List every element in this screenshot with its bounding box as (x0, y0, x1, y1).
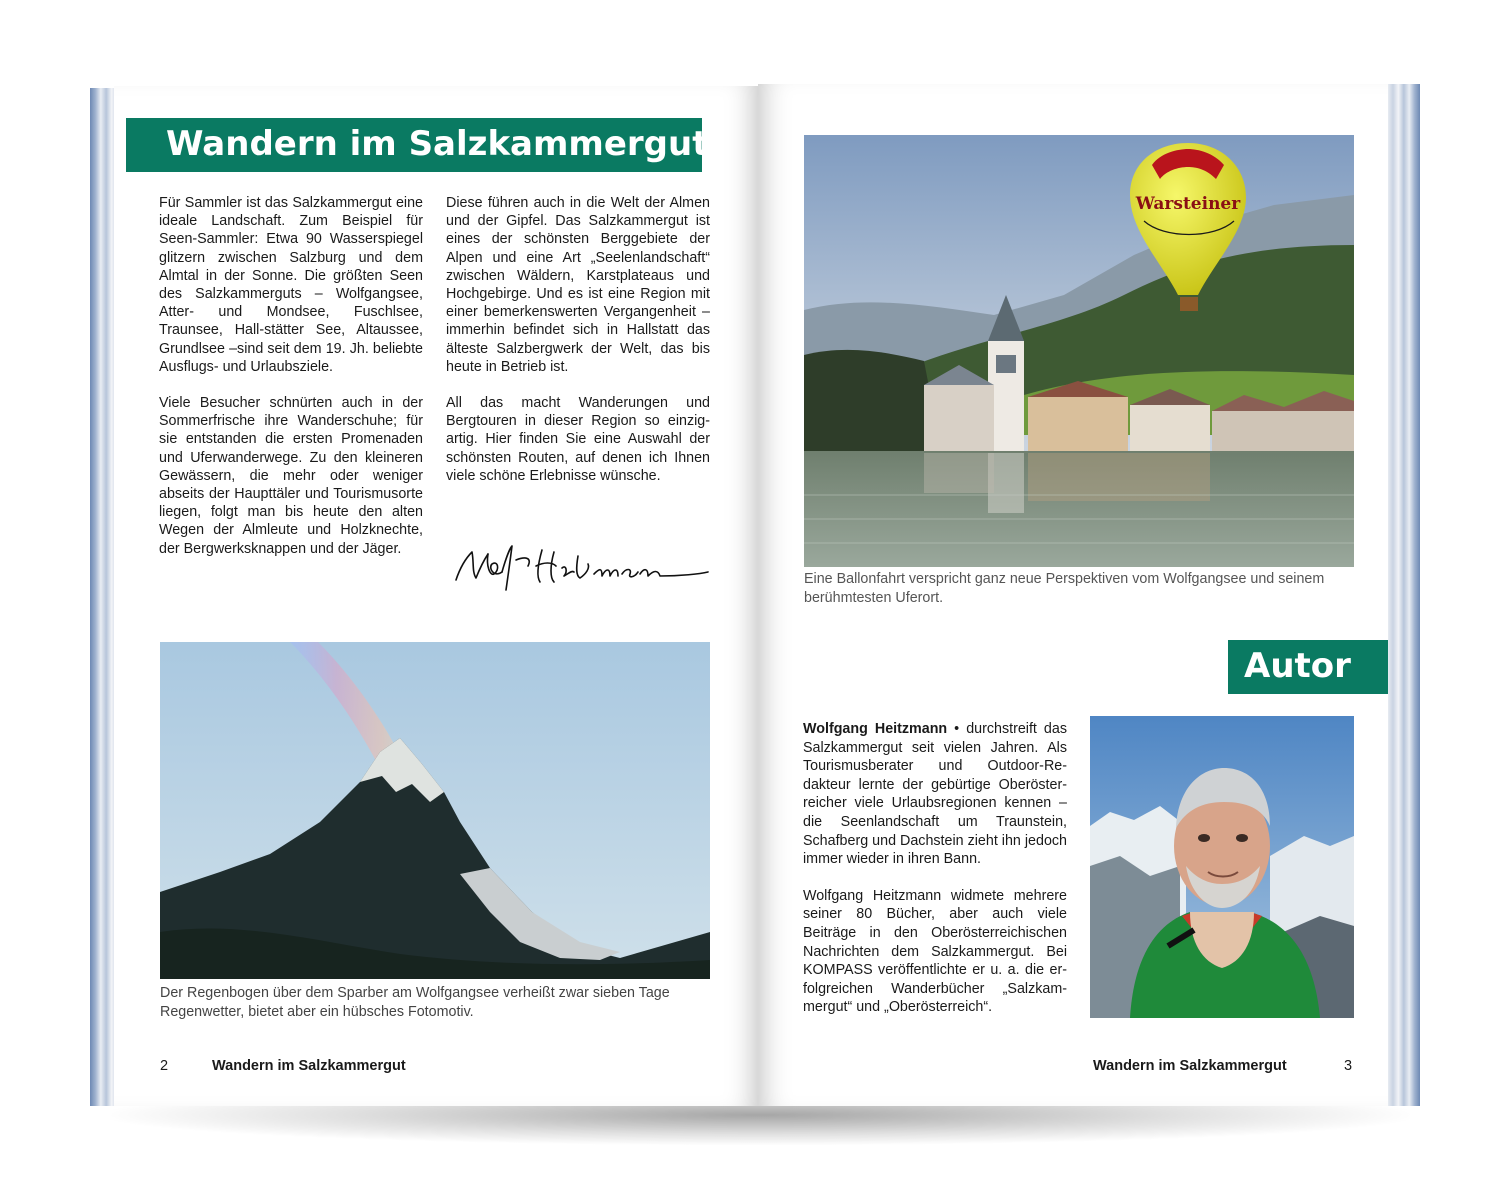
chapter-heading-bar (126, 118, 709, 172)
paragraph: Viele Besucher schnürten auch in der Sommerfrische ihre Wanderschuhe; für sie entstanden die ersten Promenaden und Uferwanderwege. Zu den kleineren Gewässern, die mehr oder weniger abseits der Haupttäler und Tourismusorte liegen, folgt man bis heute den alten Wegen der Almleute und Holzknechte, der Bergwerksknappen und der Jäger. (159, 395, 423, 557)
right-page (758, 84, 1388, 1106)
page-number: 2 (160, 1058, 169, 1074)
author-heading-bar (1228, 640, 1388, 694)
page-number: 3 (1344, 1058, 1353, 1074)
author-heading: Autor (1244, 646, 1351, 686)
paragraph: Für Sammler ist das Salzkammergut eine ideale Landschaft. Zum Beispiel für Seen-Sammler: Etwa 90 Wasserspiegel glitzern zwischen Salzburg und dem Almtal in der Sonne. Die größten Seen des Salzkammerguts – Wolfgangsee, Atter- und Mondsee, Fuschlsee, Traunsee, Hall-stätter See, Altaussee, Grundlsee –sind seit dem 19. Jh. beliebte Ausflugs- und Urlaubsziele. (159, 195, 423, 375)
photo-author-portrait (1090, 716, 1354, 1018)
bio-paragraph (803, 720, 1067, 869)
text-column-2 (446, 194, 710, 503)
page-edges-right (1384, 84, 1420, 1106)
photo-caption: Eine Ballonfahrt verspricht ganz neue Perspektiven vom Wolfgangsee und seinem berühmtesten Uferort. (804, 571, 1325, 606)
bio-text: • durchstreift das Salzkammergut seit vielen Jahren. Als Tourismusberater und Outdoor-Redakteur lernte der gebürtige Oberösterreicher viele Urlaubsregionen kennen – die Seenlandschaft um Traunstein, Schafberg und Dachstein zieht ihn jedoch immer wieder in ihren Bann. (803, 721, 1067, 868)
paragraph: All das macht Wanderungen und Bergtouren in dieser Region so einzigartig. Hier finden Sie eine Auswahl der schönsten Routen, auf denen ich Ihnen viele schöne Erlebnisse wünsche. (446, 395, 710, 484)
running-head: Wandern im Salzkammergut (212, 1058, 406, 1074)
signature-icon (450, 538, 710, 600)
photo-caption: Der Regenbogen über dem Sparber am Wolfgangsee verheißt zwar sieben Tage Regenwetter, bietet aber ein hübsches Fotomotiv. (160, 985, 670, 1020)
text-column-1 (159, 194, 423, 576)
left-page (114, 86, 758, 1106)
author-name: Wolfgang Heitzmann (803, 721, 948, 737)
running-head: Wandern im Salzkammergut (1093, 1058, 1287, 1074)
paragraph: Diese führen auch in die Welt der Almen und der Gipfel. Das Salzkammergut ist eines der schönsten Berggebiete der Alpen und eine Art „Seelenlandschaft“ zwischen Wäldern, Karstplateaus und Hochgebirge. Und es ist eine Region mit einer bemerkenswerten Vergangenheit – immerhin befindet sich in Hallstatt das älteste Salzbergwerk der Welt, das bis heute in Betrieb ist. (446, 195, 710, 375)
balloon-logo-text: Warsteiner (1135, 194, 1241, 214)
bio-paragraph: Wolfgang Heitzmann widmete mehrere seiner 80 Bücher, aber auch viele Beiträge in den Oberösterreichischen Nachrichten dem Salzkammergut. Bei KOMPASS veröffentlichte er u. a. die erfolgreichen Wanderbücher „Salzkammergut“ und „Oberösterreich“. (803, 887, 1067, 1016)
chapter-heading: Wandern im Salzkammergut (166, 124, 709, 164)
photo-balloon-wolfgangsee (804, 135, 1354, 567)
photo-sparber-rainbow (160, 642, 710, 979)
author-bio (803, 720, 1067, 1035)
